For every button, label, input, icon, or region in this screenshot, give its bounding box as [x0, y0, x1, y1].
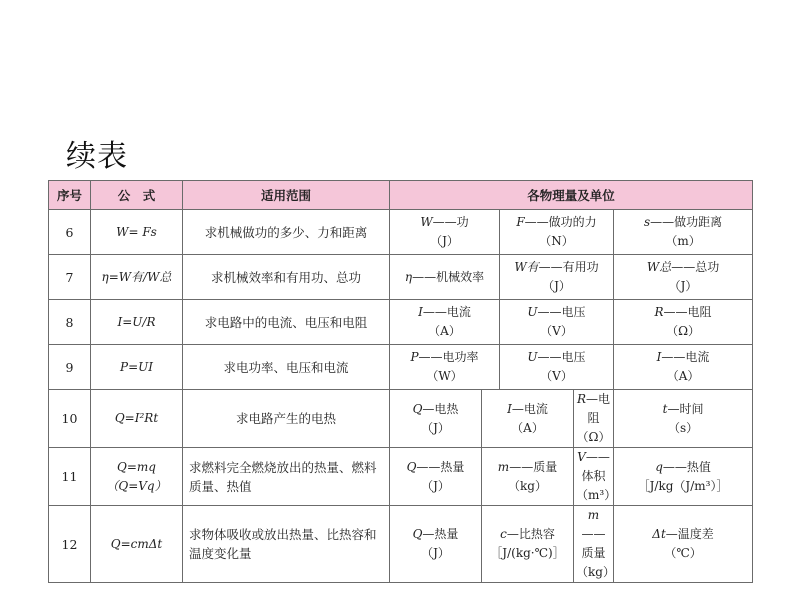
row-formula: [91, 345, 183, 390]
quantity-name: ——有用功: [538, 260, 599, 274]
quantity-symbol: U: [527, 350, 538, 364]
quantity-unit: （m）: [665, 234, 701, 248]
quantity-unit: ［J/(kg·℃)］: [490, 546, 565, 560]
quantity-symbol: I: [507, 401, 512, 416]
row-scope: 求电路产生的电热: [183, 390, 390, 448]
formula-text: Q=I²Rt: [114, 411, 159, 425]
quantity-name: ——总功: [671, 260, 720, 274]
row-formula: [91, 210, 183, 255]
quantity-symbol: c: [500, 527, 507, 541]
quantity-symbol: W有: [514, 260, 539, 274]
table-row: [49, 448, 753, 506]
quantity-name: —时间: [667, 401, 704, 416]
formula-table: [48, 180, 753, 583]
table-header-row: [49, 181, 753, 210]
quantity-symbol: η: [404, 269, 413, 284]
quantity-cell: [390, 448, 482, 506]
quantity-unit: （kg）: [576, 565, 615, 579]
quantity-name: ——质量: [509, 459, 558, 474]
formula-text: I=U/R: [117, 314, 156, 329]
row-number: 6: [49, 210, 91, 255]
quantity-unit: （℃）: [664, 546, 702, 560]
quantity-name: ——电压: [537, 350, 586, 364]
row-scope: 求物体吸收或放出热量、比热容和温度变化量: [183, 506, 390, 583]
quantity-cell: [614, 300, 753, 345]
row-number: 9: [49, 345, 91, 390]
quantity-unit: （J）: [421, 420, 450, 435]
table-row: [49, 255, 753, 300]
quantity-symbol: t: [662, 401, 668, 416]
quantity-cell: [390, 345, 500, 390]
quantity-name: ——热值: [662, 459, 711, 474]
quantity-symbol: W总: [646, 260, 672, 274]
row-formula: [91, 506, 183, 583]
table-row: [49, 390, 753, 448]
row-scope: 求机械做功的多少、力和距离: [183, 210, 390, 255]
quantity-unit: （J）: [421, 478, 450, 493]
quantity-unit: （s）: [667, 420, 699, 435]
table-row: [49, 345, 753, 390]
quantity-symbol: m: [587, 508, 600, 522]
quantity-name: ——电功率: [418, 350, 479, 364]
formula-text: W= Fs: [116, 224, 157, 239]
quantity-cell: [614, 506, 753, 583]
quantity-cell: [574, 506, 614, 583]
row-scope: 求电路中的电流、电压和电阻: [183, 300, 390, 345]
quantity-unit: （Ω）: [576, 430, 611, 444]
formula-text: η=W有/W总: [101, 269, 172, 284]
quantity-name: ——做功的力: [524, 215, 597, 229]
quantity-cell: [482, 506, 574, 583]
quantity-cell: [614, 210, 753, 255]
row-formula: [91, 255, 183, 300]
quantity-name: ——热量: [416, 459, 465, 474]
quantity-cell: [390, 506, 482, 583]
header-quantities: 各物理量及单位: [390, 181, 753, 210]
quantity-unit: （J）: [421, 546, 450, 560]
row-number: 7: [49, 255, 91, 300]
quantity-cell: [482, 448, 574, 506]
quantity-cell: [390, 210, 500, 255]
quantity-cell: [614, 448, 753, 506]
quantity-name: ——电流: [422, 305, 471, 319]
quantity-symbol: I: [418, 305, 423, 319]
quantity-cell: [500, 210, 614, 255]
quantity-unit: （V）: [540, 369, 573, 383]
quantity-name: —电流: [511, 401, 548, 416]
quantity-symbol: F: [516, 215, 525, 229]
quantity-name: —电阻: [586, 392, 611, 425]
quantity-unit: （m³）: [576, 488, 617, 502]
row-number: 8: [49, 300, 91, 345]
quantity-symbol: P: [410, 350, 419, 364]
quantity-symbol: U: [527, 305, 538, 319]
formula-alt-text: （Q=Vq）: [106, 478, 167, 493]
quantity-cell: [390, 300, 500, 345]
row-formula: [91, 300, 183, 345]
row-formula: [91, 390, 183, 448]
quantity-name: —温度差: [665, 527, 714, 541]
quantity-symbol: I: [656, 350, 662, 364]
row-scope: 求机械效率和有用功、总功: [183, 255, 390, 300]
quantity-name: —比热容: [506, 527, 555, 541]
quantity-name: ——电压: [537, 305, 586, 319]
quantity-symbol: m: [497, 459, 510, 474]
row-scope: 求电功率、电压和电流: [183, 345, 390, 390]
quantity-name: ——电阻: [663, 305, 712, 319]
quantity-cell: [500, 255, 614, 300]
row-formula: [91, 448, 183, 506]
table-row: [49, 210, 753, 255]
quantity-symbol: V: [577, 450, 586, 464]
quantity-symbol: R: [654, 305, 664, 319]
quantity-cell: [614, 255, 753, 300]
row-number: 12: [49, 506, 91, 583]
header-formula: 公 式: [91, 181, 183, 210]
quantity-name: ——质量: [581, 527, 606, 560]
quantity-name: ——功: [432, 215, 469, 229]
row-scope: 求燃料完全燃烧放出的热量、燃料质量、热值: [183, 448, 390, 506]
quantity-cell: [482, 390, 574, 448]
quantity-unit: （J）: [430, 234, 459, 248]
quantity-unit: （N）: [539, 234, 574, 248]
quantity-cell: [500, 345, 614, 390]
quantity-name: —电热: [422, 401, 459, 416]
quantity-symbol: Q: [412, 401, 423, 416]
quantity-symbol: Q: [406, 459, 417, 474]
row-number: 11: [49, 448, 91, 506]
quantity-name: ——机械效率: [412, 269, 485, 284]
header-no: 序号: [49, 181, 91, 210]
formula-text: P=UI: [120, 359, 153, 374]
quantity-unit: （A）: [511, 420, 544, 435]
quantity-unit: （A）: [428, 324, 461, 338]
quantity-unit: （W）: [426, 369, 463, 383]
quantity-cell: [614, 345, 753, 390]
quantity-name: ——体积: [581, 450, 610, 483]
quantity-unit: （J）: [542, 279, 571, 293]
quantity-unit: ［J/kg（J/m³）］: [637, 478, 729, 493]
quantity-name: ——电流: [661, 350, 710, 364]
quantity-unit: （A）: [666, 369, 700, 383]
quantity-unit: （V）: [540, 324, 573, 338]
quantity-cell: [390, 255, 500, 300]
header-scope: 适用范围: [183, 181, 390, 210]
quantity-cell: [500, 300, 614, 345]
quantity-symbol: q: [655, 459, 663, 474]
page-title: 续表: [66, 139, 128, 174]
table-row: [49, 300, 753, 345]
quantity-unit: （J）: [668, 279, 698, 293]
quantity-cell: [574, 448, 617, 506]
quantity-symbol: Q: [412, 527, 423, 541]
quantity-name: ——做功距离: [650, 215, 723, 229]
quantity-symbol: Δt: [652, 527, 666, 541]
quantity-cell: [614, 390, 753, 448]
table-row: [49, 506, 753, 583]
quantity-symbol: W: [420, 215, 433, 229]
quantity-unit: （kg）: [508, 478, 547, 493]
formula-text: Q=mq: [117, 459, 156, 474]
quantity-symbol: R: [576, 392, 587, 406]
quantity-cell: [574, 390, 614, 448]
formula-text: Q=cmΔt: [110, 536, 163, 551]
quantity-symbol: s: [643, 215, 651, 229]
quantity-unit: （Ω）: [666, 324, 701, 338]
quantity-cell: [390, 390, 482, 448]
quantity-name: —热量: [422, 527, 459, 541]
row-number: 10: [49, 390, 91, 448]
